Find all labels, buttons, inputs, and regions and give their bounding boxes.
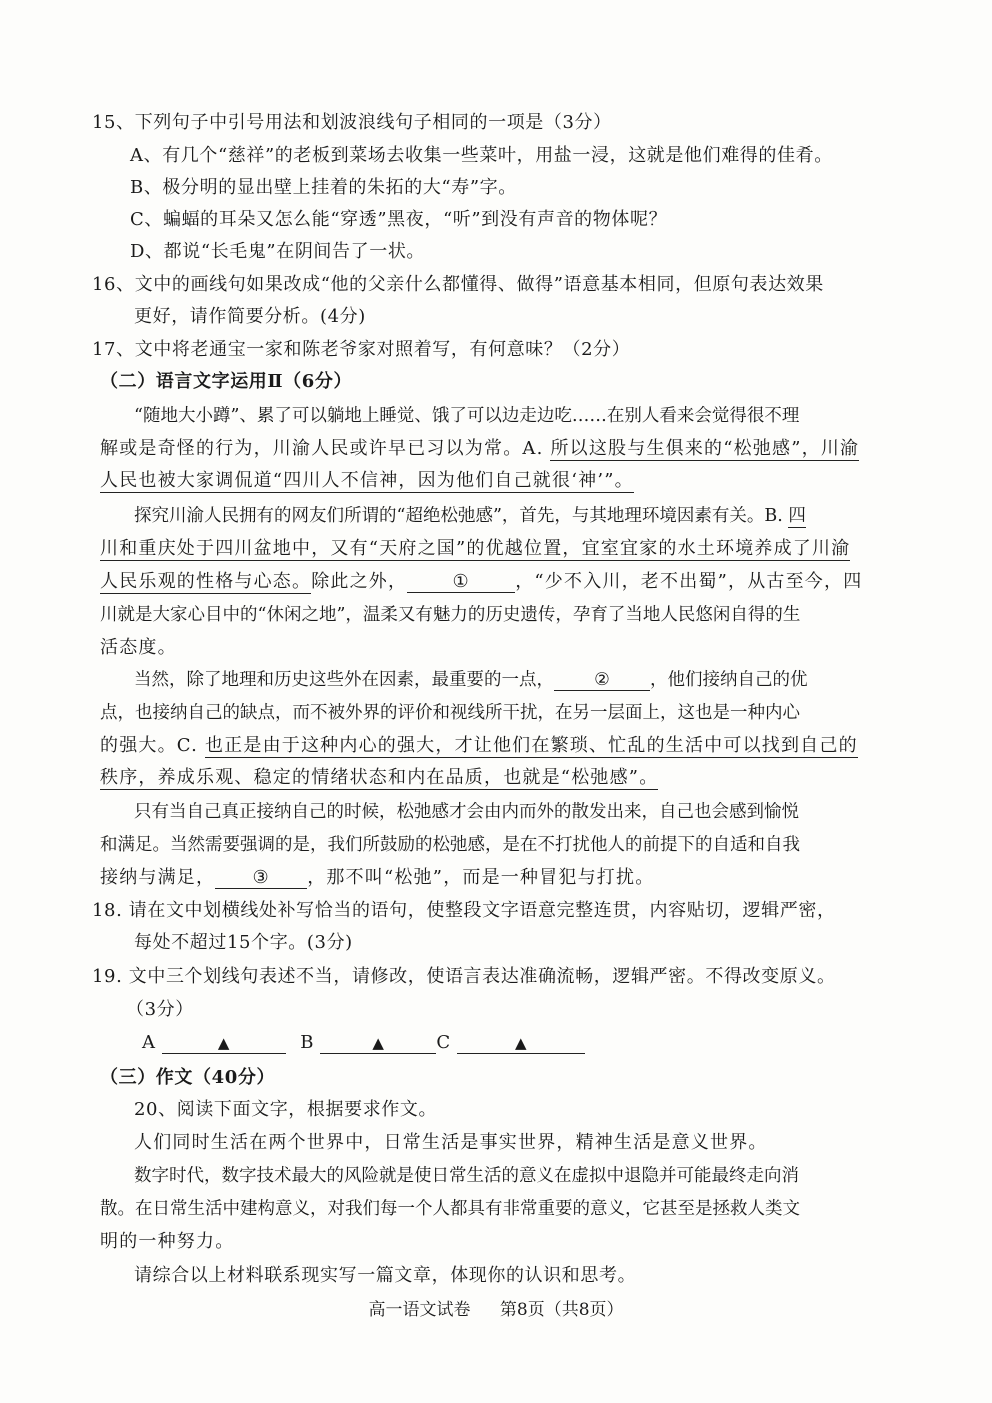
text-span: 的强大。C. <box>100 735 205 756</box>
q20-stem: 20、阅读下面文字，根据要求作文。 <box>134 1099 438 1120</box>
q20-material-2-line2: 散。在日常生活中建构意义，对我们每一个人都具有非常重要的意义，它甚至是拯救人类文 <box>100 1199 800 1219</box>
underlined-sentence-a: 所以这股与生俱来的“松弛感”，川渝 <box>550 438 860 459</box>
section3-title: （三）作文（40分） <box>100 1067 276 1088</box>
q19-answer-row <box>142 1031 585 1055</box>
footer-title: 高一语文试卷 <box>368 1300 471 1320</box>
q15-option-d: D、都说“长毛鬼”在阴间告了一状。 <box>130 241 426 262</box>
passage-p4-line1: 只有当自己真正接纳自己的时候，松弛感才会由内而外的散发出来，自己也会感到愉悦 <box>134 802 799 822</box>
passage-p3-line1 <box>134 668 808 692</box>
q20-material-1: 人们同时生活在两个世界中，日常生活是事实世界，精神生活是意义世界。 <box>134 1132 768 1153</box>
passage-p4-line2: 和满足。当然需要强调的是，我们所鼓励的松弛感，是在不打扰他人的前提下的自适和自我 <box>100 835 800 855</box>
text-span: 接纳与满足， <box>100 867 216 888</box>
passage-p2-line3 <box>100 570 862 594</box>
answer-blank-b[interactable]: ▲ <box>320 1033 436 1054</box>
underlined-sentence-b: 四 <box>788 506 806 526</box>
passage-p2-line4: 川就是大家心目中的“休闲之地”，温柔又有魅力的历史遗传，孕育了当地人民悠闲自得的生 <box>100 605 801 625</box>
text-span: 除此之外， <box>311 571 408 592</box>
passage-p3-line2: 点，也接纳自己的缺点，而不被外界的评价和视线所干扰，在另一层面上，这也是一种内心 <box>100 703 800 723</box>
text-span: ，那不叫“松弛”，而是一种冒犯与打扰。 <box>307 867 655 888</box>
text-span: 解或是奇怪的行为，川渝人民或许早已习以为常。A. <box>100 438 551 459</box>
q20-material-2-line3: 明的一种努力。 <box>100 1231 235 1252</box>
underlined-sentence-b-end: 人民乐观的性格与心态。 <box>100 571 312 592</box>
q19-line2: （3分） <box>126 999 194 1020</box>
q15-stem: 15、下列句子中引号用法和划波浪线句子相同的一项是（3分） <box>92 112 612 133</box>
footer-page-number: 第8页（共8页） <box>499 1300 624 1320</box>
underlined-sentence-c: 也正是由于这种内心的强大，才让他们在繁琐、忙乱的生活中可以找到自己的 <box>204 735 858 756</box>
q19-line1: 19. 文中三个划线句表述不当，请修改，使语言表达准确流畅，逻辑严密。不得改变原义。 <box>92 966 836 987</box>
q16-line1: 16、文中的画线句如果改成“他的父亲什么都懂得、做得”语意基本相同，但原句表达效果 <box>92 274 824 295</box>
passage-p3-line3 <box>100 734 858 758</box>
passage-p3-line4 <box>100 766 658 790</box>
q15-option-b: B、极分明的显出壁上挂着的朱拓的大“寿”字。 <box>130 177 517 198</box>
answer-label-a: A <box>142 1032 156 1053</box>
answer-blank-a[interactable]: ▲ <box>162 1033 286 1054</box>
text-span: 当然，除了地理和历史这些外在因素，最重要的一点， <box>134 670 554 690</box>
q17: 17、文中将老通宝一家和陈老爷家对照着写，有何意味？（2分） <box>92 339 631 360</box>
passage-p2-line5: 活态度。 <box>100 637 177 658</box>
passage-p1-line1: “随地大小蹲”、累了可以躺地上睡觉、饿了可以边走边吃……在别人看来会觉得很不理 <box>134 406 800 426</box>
text-span: ，他们接纳自己的优 <box>650 670 808 690</box>
page-footer <box>0 1295 992 1320</box>
q18-line1: 18. 请在文中划横线处补写恰当的语句，使整段文字语意完整连贯，内容贴切，逻辑严密， <box>92 900 836 921</box>
text-span: ，“少不入川，老不出蜀”，从古至今，四 <box>515 571 863 592</box>
passage-p4-line3 <box>100 866 654 890</box>
q15-option-a: A、有几个“慈祥”的老板到菜场去收集一些菜叶，用盐一浸，这就是他们难得的佳肴。 <box>130 145 833 166</box>
q20-material-2-line1: 数字时代，数字技术最大的风险就是使日常生活的意义在虚拟中退隐并可能最终走向消 <box>134 1166 799 1186</box>
text-span: 探究川渝人民拥有的网友们所谓的“超绝松弛感”，首先，与其地理环境因素有关。B. <box>134 506 789 526</box>
q16-line2: 更好，请作简要分析。(4分) <box>134 306 366 327</box>
passage-p1-line2 <box>100 437 859 461</box>
answer-label-b: B <box>300 1032 315 1053</box>
q15-option-c: C、蝙蝠的耳朵又怎么能“穿透”黑夜，“听”到没有声音的物体呢？ <box>130 209 668 230</box>
blank-3[interactable]: ③ <box>215 868 307 889</box>
section2-title: （二）语言文字运用Ⅱ（6分） <box>100 371 353 392</box>
passage-p1-line3 <box>100 469 634 493</box>
q20-requirement: 请综合以上材料联系现实写一篇文章，体现你的认识和思考。 <box>134 1265 637 1286</box>
blank-2[interactable]: ② <box>554 670 650 691</box>
answer-label-c: C <box>436 1032 451 1053</box>
passage-p2-line2 <box>100 537 850 561</box>
answer-blank-c[interactable]: ▲ <box>457 1033 585 1054</box>
blank-1[interactable]: ① <box>407 572 515 593</box>
underlined-sentence-b-cont: 川和重庆处于四川盆地中，又有“天府之国”的优越位置，宜室宜家的水土环境养成了川渝 <box>100 538 851 559</box>
q18-line2: 每处不超过15个字。(3分) <box>134 932 353 953</box>
underlined-sentence-a-cont: 人民也被大家调侃道“四川人不信神，因为他们自己就很‘神’”。 <box>100 470 634 491</box>
underlined-sentence-c-cont: 秩序，养成乐观、稳定的情绪状态和内在品质，也就是“松弛感”。 <box>100 767 659 788</box>
passage-p2-line1 <box>134 504 806 528</box>
